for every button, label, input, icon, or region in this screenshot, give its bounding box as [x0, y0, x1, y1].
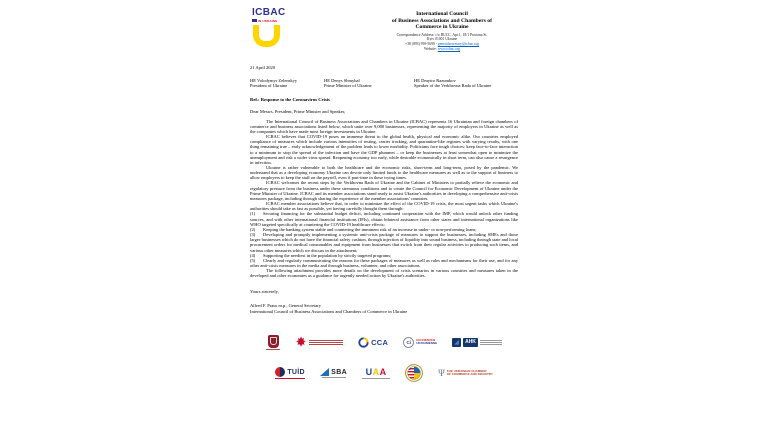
ahk-logo: [452, 338, 502, 347]
ahk-mark-icon: [452, 338, 461, 347]
caption-lines: [309, 340, 343, 345]
recipient-title: Prime Minister of Ukraine: [324, 83, 372, 89]
body-paragraph: The International Council of Business Associations and Chambers in Ukraine (ICBAC) represents 16 Ukrainian and foreign chambers of commerce and business associations listed below, which unite over 9,000 businesses, representing the majority of employers in Ukraine as well as the companies which have made most foreign investments in Ukraine.: [250, 118, 518, 134]
crest-icon: [268, 335, 279, 348]
recipient-title: Speaker of the Verkhovna Rada of Ukraine: [414, 83, 492, 89]
colored-letters-icon: UAA: [365, 367, 387, 378]
item-text: Developing and promptly implementing a systemic anti-crisis package of measures to support the businesses, including SMEs and those larger businesses which do not have the financial safety cushion, through injection of liquidity into sound business, including through state and local procurement orders for medical consumables and equipment from businesses that switch from their regular activities to producing such items, and various other measures which we discuss in the attachment;: [250, 232, 518, 253]
trident-icon: Ψ: [438, 367, 445, 378]
org-header-block: [366, 8, 518, 52]
yellow-u-icon: [253, 25, 280, 47]
email-link[interactable]: generalsecretary@icbac.org: [437, 42, 479, 47]
recipients-block: [250, 78, 518, 89]
org-name-line: Commerce in Ukraine: [415, 24, 469, 31]
item-number: (2): [250, 226, 256, 232]
letterhead: [250, 8, 518, 52]
closing-paragraph: The following attachment provides more details on the development of crisis scenarios in various countries and measures taken in the developed and other economies as a guidance for urgently needed action by Ukraine's authorities.: [250, 268, 518, 279]
canada-ukraine-chamber-logo: [295, 336, 343, 349]
sba-text: SBA: [331, 368, 348, 376]
phone-number: +38 (093) 959-5699: [405, 42, 435, 47]
numbered-item: [250, 258, 518, 268]
caption-bar: [322, 377, 346, 378]
us-ukraine-seal-icon: [405, 364, 423, 382]
recipient-name: HE Dmytro Razumkov: [414, 77, 456, 83]
address-line-1: Correspondence Address: c/o BUCC, Apt.1, 18/1 Prorizna St.: [396, 32, 488, 37]
signature-name: Alfred F. Praus m.p., General Secretary: [250, 303, 321, 309]
swirl-icon: [358, 337, 369, 348]
letter-page: [250, 0, 518, 387]
website-link[interactable]: www.icbac.org: [437, 46, 460, 51]
tuid-logo: [275, 367, 305, 379]
recipient: [250, 78, 324, 89]
item-number: (5): [250, 257, 256, 263]
caption-bar: [266, 349, 280, 350]
recipient-title: President of Ukraine: [250, 83, 288, 89]
usubc-seal-logo: [405, 364, 423, 382]
org-address: [366, 33, 518, 52]
sba-logo: [320, 368, 347, 378]
signature-org: International Council of Business Associations and Chambers of Commerce in Ukraine: [250, 309, 408, 315]
cci-mark-icon: Ci: [403, 337, 414, 348]
item-text: Keeping the banking system stable and countering the imminent risk of an increase in under- or non-performing loans;: [263, 226, 477, 232]
item-number: (3): [250, 232, 256, 238]
recipient-name: HE Denys Shmyhal: [324, 77, 360, 83]
body-paragraph: Ukraine is rather vulnerable to both the healthcare and the economic risks, short-term and long-term, posed by the pandemic. We understand that as a developing economy Ukraine can devote only limited funds to the healthcare measures as well as to the support of business to allow employers to keep the staff on the payroll, even if part-time in these trying times.: [250, 165, 518, 181]
cci-franco-ukrainienne-logo: [403, 337, 437, 348]
website-line: [366, 47, 518, 52]
address-line-2: Kyiv 01001 Ukraine: [426, 37, 458, 42]
signature-block: [250, 303, 518, 314]
maple-leaf-icon: [295, 336, 307, 349]
recipient: [324, 78, 414, 89]
tuid-text: TUİD: [287, 368, 305, 376]
body-paragraph: ICBAC member associations believe that, in order to minimize the effect of the COVID-19 crisis, the most urgent tasks which Ukraine's authorities should take as fast as possible, yet having carefully thought them through:: [250, 201, 518, 212]
subject-line: Ref.: Response to the Coronavirus Crisis: [250, 96, 330, 102]
numbered-item: [250, 232, 518, 253]
ucci-logo: [438, 369, 493, 378]
org-name-line: of Business Associations and Chambers of: [392, 17, 492, 24]
item-number: (4): [250, 252, 256, 258]
sail-icon: [320, 368, 329, 376]
ua-letters-logo: [362, 367, 390, 379]
icbac-logo-text: ICBAC: [252, 7, 286, 18]
caption-bar: [275, 378, 305, 379]
bucc-crest-logo: [266, 335, 280, 350]
website-label: Website:: [424, 46, 437, 51]
logo-row-1: [250, 329, 518, 356]
member-logos-footer: [250, 329, 518, 387]
recipient-name: HE Volodymyr Zelenskyy: [250, 77, 298, 83]
separator: -: [435, 42, 437, 47]
recipient: [414, 78, 518, 89]
item-text: Securing financing for the substantial budget deficit, including continued cooperation with the IMF, which would unlock other funding sources, and with other international financial institutions (IFIs), obtain bilateral assistance from other states and international organizations like WHO targeted specifically at countering the COVID-19 healthcare effects;: [250, 211, 518, 227]
letter-body: [250, 119, 518, 279]
cci-caption: CCI FRANCO UKRAINIENNE: [416, 337, 438, 346]
flag-square-icon: [252, 19, 257, 22]
ahk-text: AHK: [465, 339, 476, 346]
caption-bar: [362, 378, 390, 379]
icbac-logo-tagline: [252, 19, 314, 23]
letter-date: 21 April 2020: [250, 64, 276, 70]
icbac-logo: [250, 8, 314, 47]
item-text: Clearly and regularly communicating the reasons for these packages of measures as well as rules and mechanisms for their use, and for any other anti-crisis measures in the media and through business, volunteer, and other associations.: [250, 257, 518, 268]
ucci-caption: THE UKRAINIAN CHAMBER OF COMMERCE AND INDUSTRY: [446, 368, 493, 377]
cca-logo: [358, 337, 388, 348]
valediction: Yours sincerely,: [250, 289, 279, 295]
numbered-item: [250, 211, 518, 226]
org-name-line: International Council: [416, 11, 468, 17]
item-number: (1): [250, 211, 256, 217]
salutation: Dear Messrs. President, Prime Minister and Speaker,: [250, 108, 346, 114]
item-text: Supporting the neediest in the population by strictly targeted programs;: [263, 252, 392, 258]
cca-text: CCA: [371, 337, 389, 347]
tuid-swirl-icon: [275, 367, 285, 377]
icbac-tagline-text: IN UKRAINE: [258, 18, 278, 23]
logo-row-2: [250, 360, 518, 387]
body-paragraph: ICBAC believes that COVID-19 poses an immense threat to the global health, physical and economic alike. Our countries employed compliance of measures which include various intensities of testing, carrier tracking, and quarantine-like regimes with varying results, with one thing remaining true – early acknowledgement of the problem leads to lower morbidity. Politicians face tough choices: keep face-to-face interaction to a minimum to stop the spread of the infection and have the GDP plummet – or keep the businesses at least somewhat open to minimize the unemployment and risk a wider virus spread. Reopening economy too early, while desirable economically in short term, can also cause a resurgence in infection.: [250, 134, 518, 165]
caption-lines: [480, 340, 502, 345]
body-paragraph: ICBAC welcomes the recent steps by the Verkhovna Rada of Ukraine and the Cabinet of Ministers to partially relieve the economic and regulatory pressure from the business under these strenuous conditions and to create the Council for Economic Development of Ukraine under the Prime Minister of Ukraine. ICBAC and its member associations stand ready to assist Ukraine's authorities in developing a comprehensive anti-crisis measures package, including through sharing the experience of the member associations' countries.: [250, 180, 518, 201]
